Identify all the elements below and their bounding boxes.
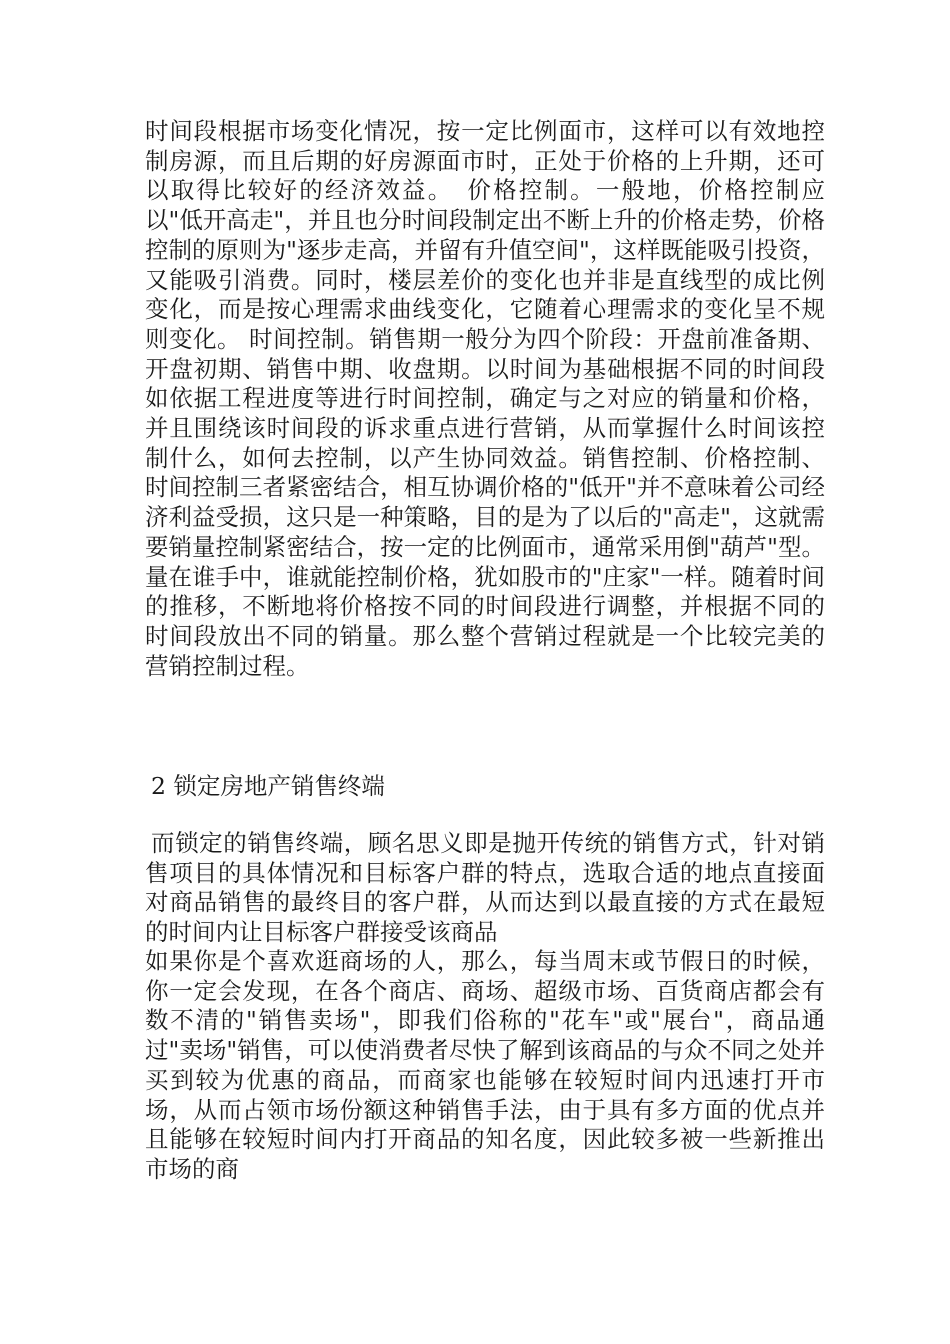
document-page [145, 117, 825, 1183]
body-paragraph-3: 如果你是个喜欢逛商场的人，那么，每当周末或节假日的时候，你一定会发现，在各个商店、商场、超级市场、百货商店都会有数不清的"销售卖场"，即我们俗称的"花车"或"展台"，商品通过"卖场"销售，可以使消费者尽快了解到该商品的与众不同之处并买到较为优惠的商品，而商家也能够在较短时间内迅速打开市场，从而占领市场份额这种销售手法，由于具有多方面的优点并且能够在较短时间内打开商品的知名度，因此较多被一些新推出市场的商 [145, 947, 825, 1183]
body-paragraph-1: 时间段根据市场变化情况，按一定比例面市，这样可以有效地控制房源，而且后期的好房源面市时，正处于价格的上升期，还可以取得比较好的经济效益。 价格控制。一般地，价格控制应以"低开高走"，并且也分时间段制定出不断上升的价格走势，价格控制的原则为"逐步走高，并留有升值空间"，这样既能吸引投资，又能吸引消费。同时，楼层差价的变化也并非是直线型的成比例变化，而是按心理需求曲线变化，它随着心理需求的变化呈不规则变化。 时间控制。销售期一般分为四个阶段：开盘前准备期、开盘初期、销售中期、收盘期。以时间为基础根据不同的时间段如依据工程进度等进行时间控制，确定与之对应的销量和价格，并且围绕该时间段的诉求重点进行营销，从而掌握什么时间该控制什么，如何去控制，以产生协同效益。销售控制、价格控制、时间控制三者紧密结合，相互协调价格的"低开"并不意味着公司经济利益受损，这只是一种策略，目的是为了以后的"高走"，这就需要销量控制紧密结合，按一定的比例面市，通常采用倒"葫芦"型。量在谁手中，谁就能控制价格，犹如股市的"庄家"一样。随着时间的推移，不断地将价格按不同的时间段进行调整，并根据不同的时间段放出不同的销量。那么整个营销过程就是一个比较完美的营销控制过程。 [145, 117, 825, 680]
body-paragraph-2: 而锁定的销售终端，顾名思义即是抛开传统的销售方式，针对销售项目的具体情况和目标客户群的特点，选取合适的地点直接面对商品销售的最终目的客户群，从而达到以最直接的方式在最短的时间内让目标客户群接受该商品 [145, 829, 825, 947]
section-heading-2: 2 锁定房地产销售终端 [151, 772, 385, 800]
